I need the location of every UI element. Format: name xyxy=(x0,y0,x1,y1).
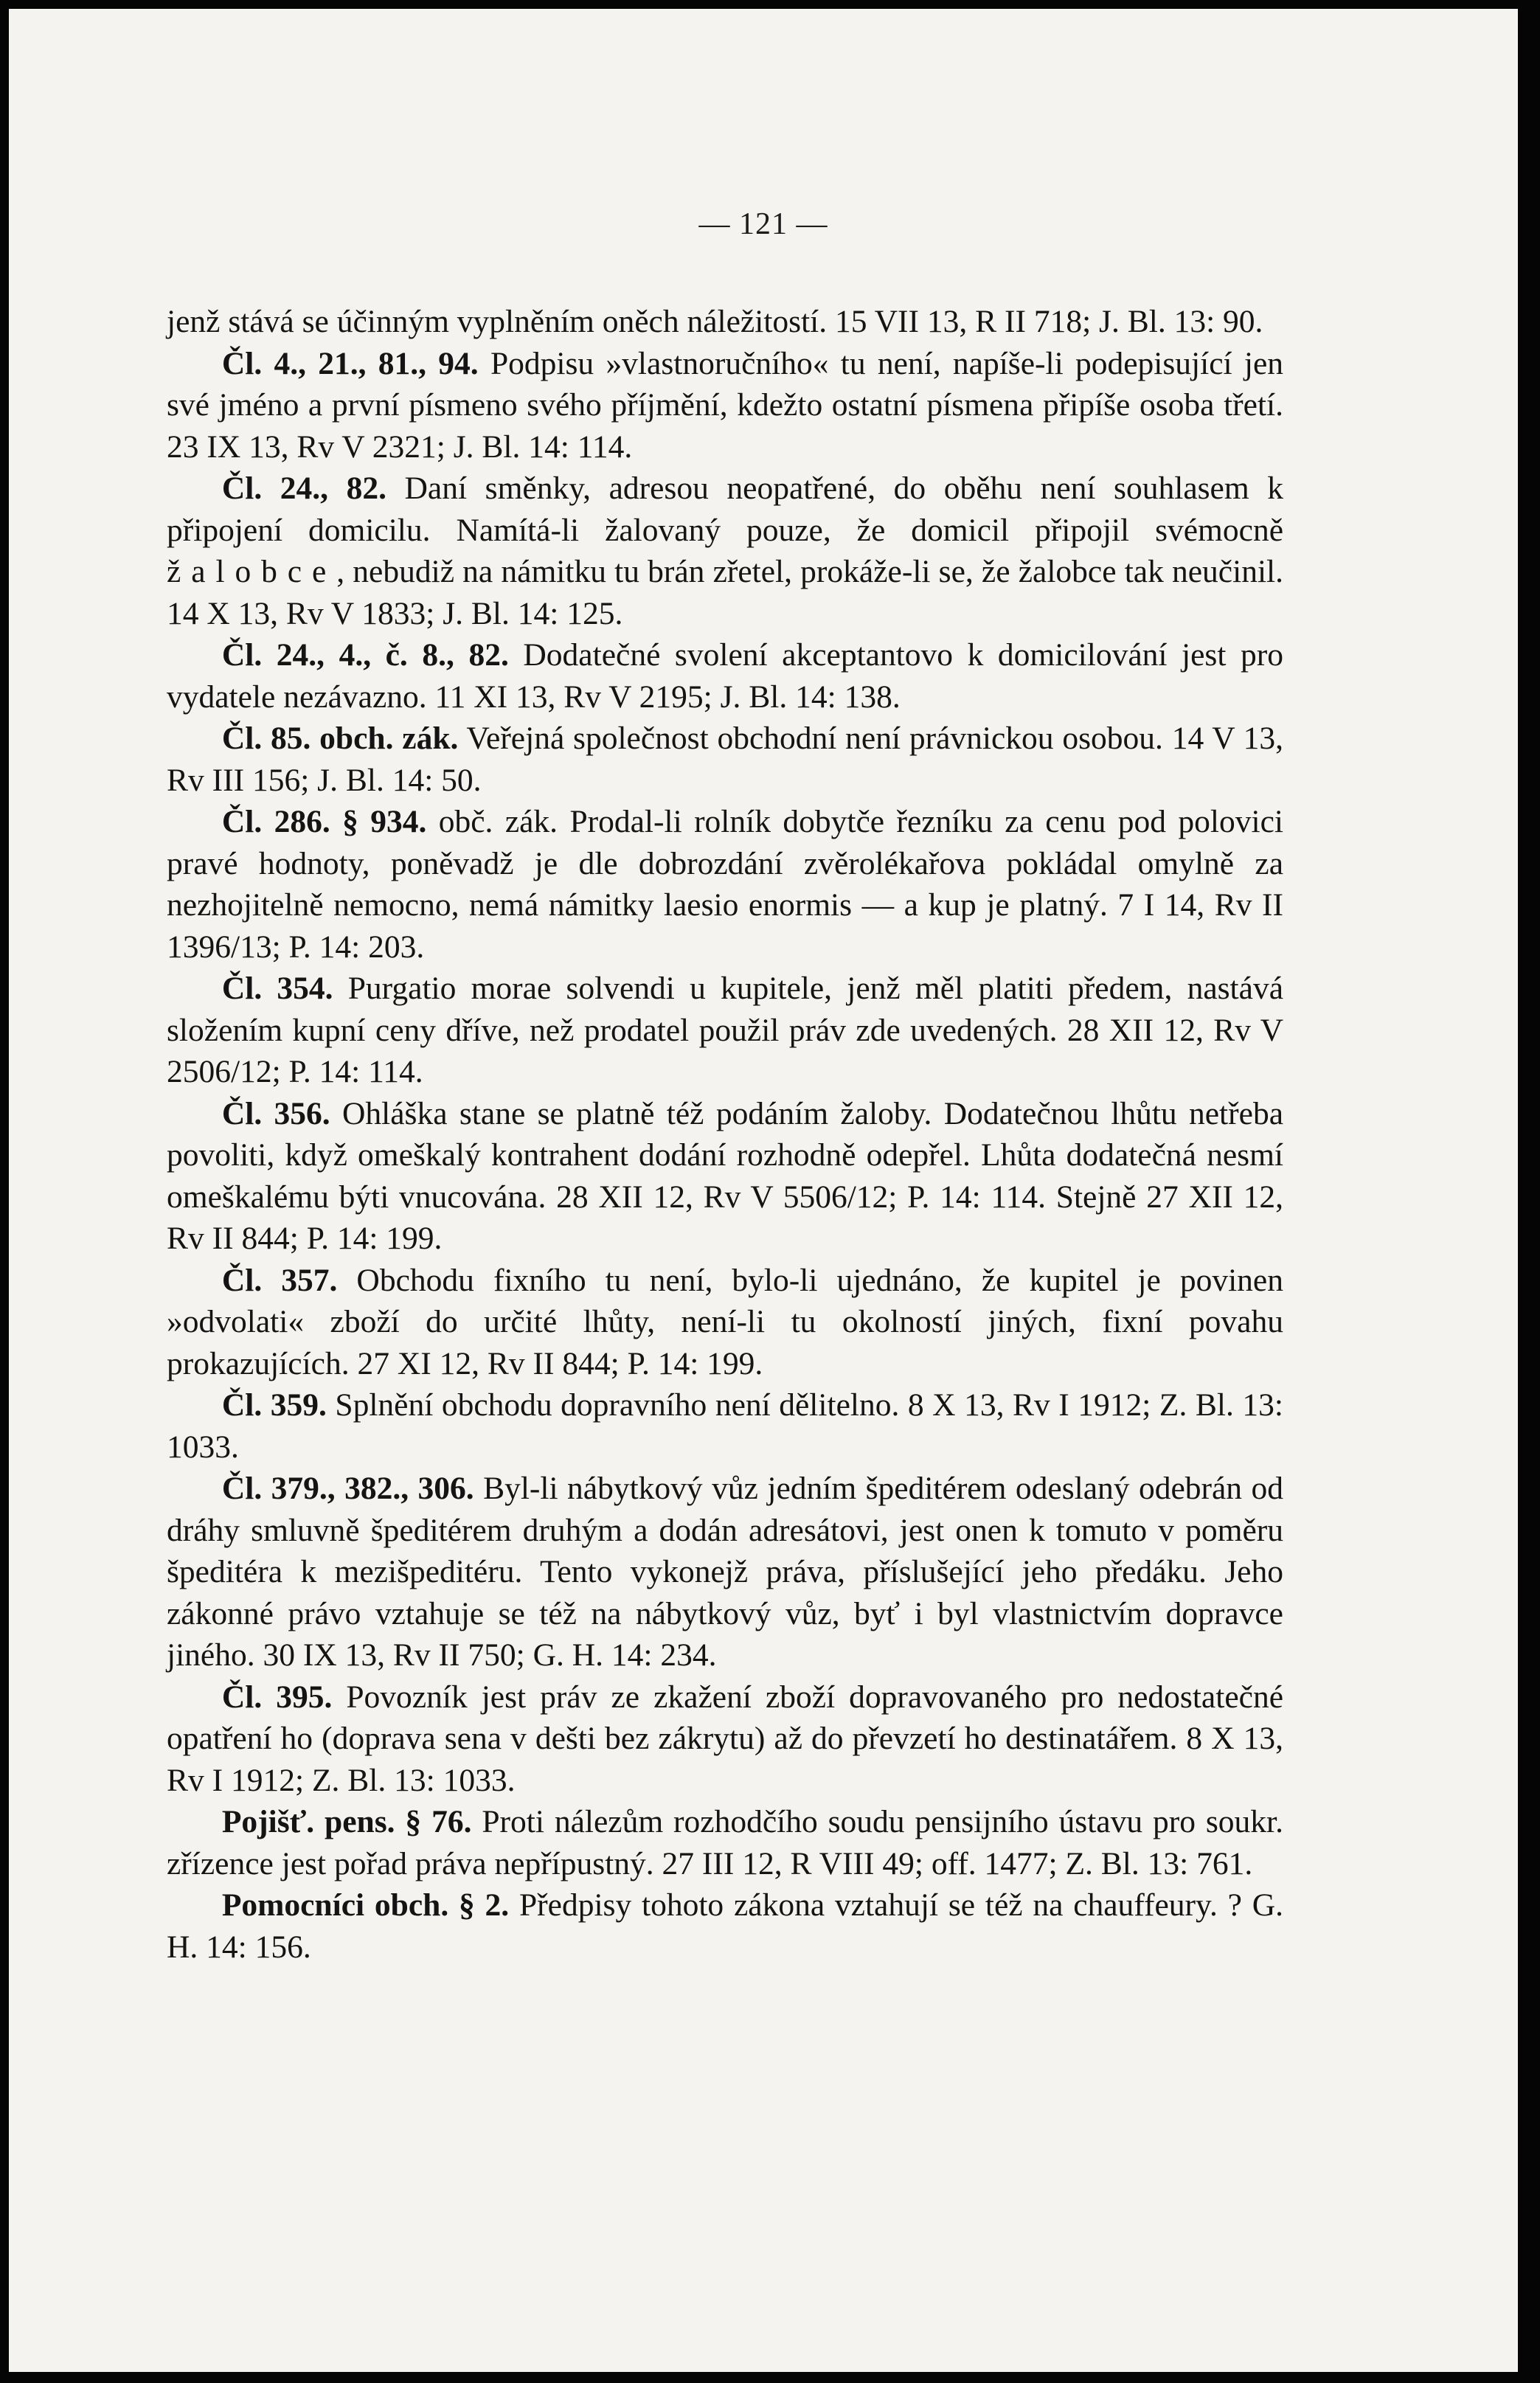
paragraph-text: Purgatio morae solvendi u kupitele, jenž měl platiti předem, nastává složením kupní ceny dříve, než prodatel použil práv zde uvedených. 28 XII 12, Rv V 2506/12; P. 14: 114. xyxy=(167,971,1284,1089)
paragraph-text: Byl-li nábytkový vůz jedním špeditérem odeslaný odebrán od dráhy smluvně špeditérem druhým a dodán adresátovi, jest onen k tomuto v poměru špeditéra k mezišpeditéru. Tento vykonejž práva, příslušející jeho předáku. Jeho zákonné právo vztahuje se též na nábytkový vůz, byť i byl vlastnictvím dopravce jiného. 30 IX 13, Rv II 750; G. H. 14: 234. xyxy=(167,1471,1283,1673)
paragraph xyxy=(167,343,1283,468)
paragraph xyxy=(167,634,1283,718)
article-reference: Čl. 357. xyxy=(221,1262,338,1298)
paragraph-text: jenž stává se účinným vyplněním oněch náležitostí. 15 VII 13, R II 718; J. Bl. 13: 90. xyxy=(167,304,1263,339)
paragraph-text: Splnění obchodu dopravního není dělitelno. 8 X 13, Rv I 1912; Z. Bl. 13: 1033. xyxy=(167,1387,1283,1465)
article-reference: Čl. 85. obch. zák. xyxy=(221,721,459,756)
article-reference: Čl. 395. xyxy=(221,1679,333,1715)
paragraph-text: Obchodu fixního tu není, bylo-li ujednáno, že kupitel je povinen »odvolati« zboží do určité lhůty, není-li tu okolností jiných, fixní povahu prokazujících. 27 XI 12, Rv II 844; P. 14: 199. xyxy=(167,1262,1283,1381)
article-reference: Pomocníci obch. § 2. xyxy=(221,1887,510,1923)
paragraph xyxy=(167,1093,1283,1260)
paragraph-text: Podpisu »vlastnoručního« tu není, napíše-li podepisující jen své jméno a první písmeno svého příjmění, kdežto ostatní písmena připíše osoba třetí. 23 IX 13, Rv V 2321; J. Bl. 14: 114. xyxy=(167,345,1284,465)
paragraph xyxy=(167,968,1283,1093)
paragraph-text: Proti nálezům rozhodčího soudu pensijního ústavu pro soukr. zřízence jest pořad práva nepřípustný. 27 III 12, R VIII 49; off. 1477; Z. Bl. 13: 761. xyxy=(167,1804,1284,1881)
paragraph-text: , nebudiž na námitku tu brán zřetel, prokáže-li se, že žalobce tak neučinil. 14 X 13, Rv V 1833; J. Bl. 14: 125. xyxy=(167,554,1283,631)
paragraph-text: Povozník jest práv ze zkažení zboží dopravovaného pro nedostatečné opatření ho (doprava sena v dešti bez zákrytu) až do převzetí ho destinatářem. 8 X 13, Rv I 1912; Z. Bl. 13: 1033. xyxy=(167,1679,1284,1798)
article-reference: Čl. 379., 382., 306. xyxy=(221,1471,474,1506)
paragraph-text: Dodatečné svolení akceptantovo k domicilování jest pro vydatele nezávazno. 11 XI 13, Rv V 2195; J. Bl. 14: 138. xyxy=(167,637,1283,715)
emphasized-word: žalobce xyxy=(167,554,337,589)
paragraph-text: obč. zák. Prodal-li rolník dobytče řezníku za cenu pod polovici pravé hodnoty, poněvadž je dle dobrozdání zvěrolékařova pokládal omylně za nezhojitelně nemocno, nemá námitky laesio enormis — a kup je platný. 7 I 14, Rv II 1396/13; P. 14: 203. xyxy=(167,804,1283,965)
article-reference: Čl. 24., 82. xyxy=(221,471,386,506)
paragraph xyxy=(167,718,1283,801)
article-reference: Čl. 356. xyxy=(221,1095,330,1131)
paragraph-text: Daní směnky, adresou neopatřené, do oběhu není souhlasem k připojení domicilu. Namítá-li žalovaný pouze, že domicil připojil svémocně xyxy=(167,471,1284,548)
article-reference: Čl. 4., 21., 81., 94. xyxy=(221,345,479,381)
article-reference: Pojišť. pens. § 76. xyxy=(221,1804,472,1839)
paragraph xyxy=(167,1801,1283,1884)
page-body xyxy=(167,301,1283,1968)
paragraph-text: Veřejná společnost obchodní není právnickou osobou. 14 V 13, Rv III 156; J. Bl. 14: 50. xyxy=(167,721,1284,798)
article-reference: Čl. 24., 4., č. 8., 82. xyxy=(221,637,509,673)
paragraph xyxy=(167,801,1283,968)
paragraph xyxy=(167,1468,1283,1676)
article-reference: Čl. 354. xyxy=(221,971,333,1006)
article-reference: Čl. 359. xyxy=(221,1387,327,1423)
paragraph xyxy=(167,468,1283,634)
paragraph xyxy=(167,1260,1283,1385)
book-page xyxy=(9,9,1518,2372)
paragraph xyxy=(167,1676,1283,1802)
paragraph xyxy=(167,301,1283,343)
page-number: — 121 — xyxy=(698,207,828,241)
paragraph-text: Předpisy tohoto zákona vztahují se též na chauffeury. ? G. H. 14: 156. xyxy=(167,1887,1284,1965)
paragraph-text: Ohláška stane se platně též podáním žaloby. Dodatečnou lhůtu netřeba povoliti, když omeškalý kontrahent dodání rozhodně odepřel. Lhůta dodatečná nesmí omeškalému býti vnucována. 28 XII 12, Rv V 5506/12; P. 14: 114. Stejně 27 XII 12, Rv II 844; P. 14: 199. xyxy=(167,1095,1283,1256)
article-reference: Čl. 286. § 934. xyxy=(221,804,427,839)
paragraph xyxy=(167,1884,1283,1968)
paragraph xyxy=(167,1384,1283,1468)
